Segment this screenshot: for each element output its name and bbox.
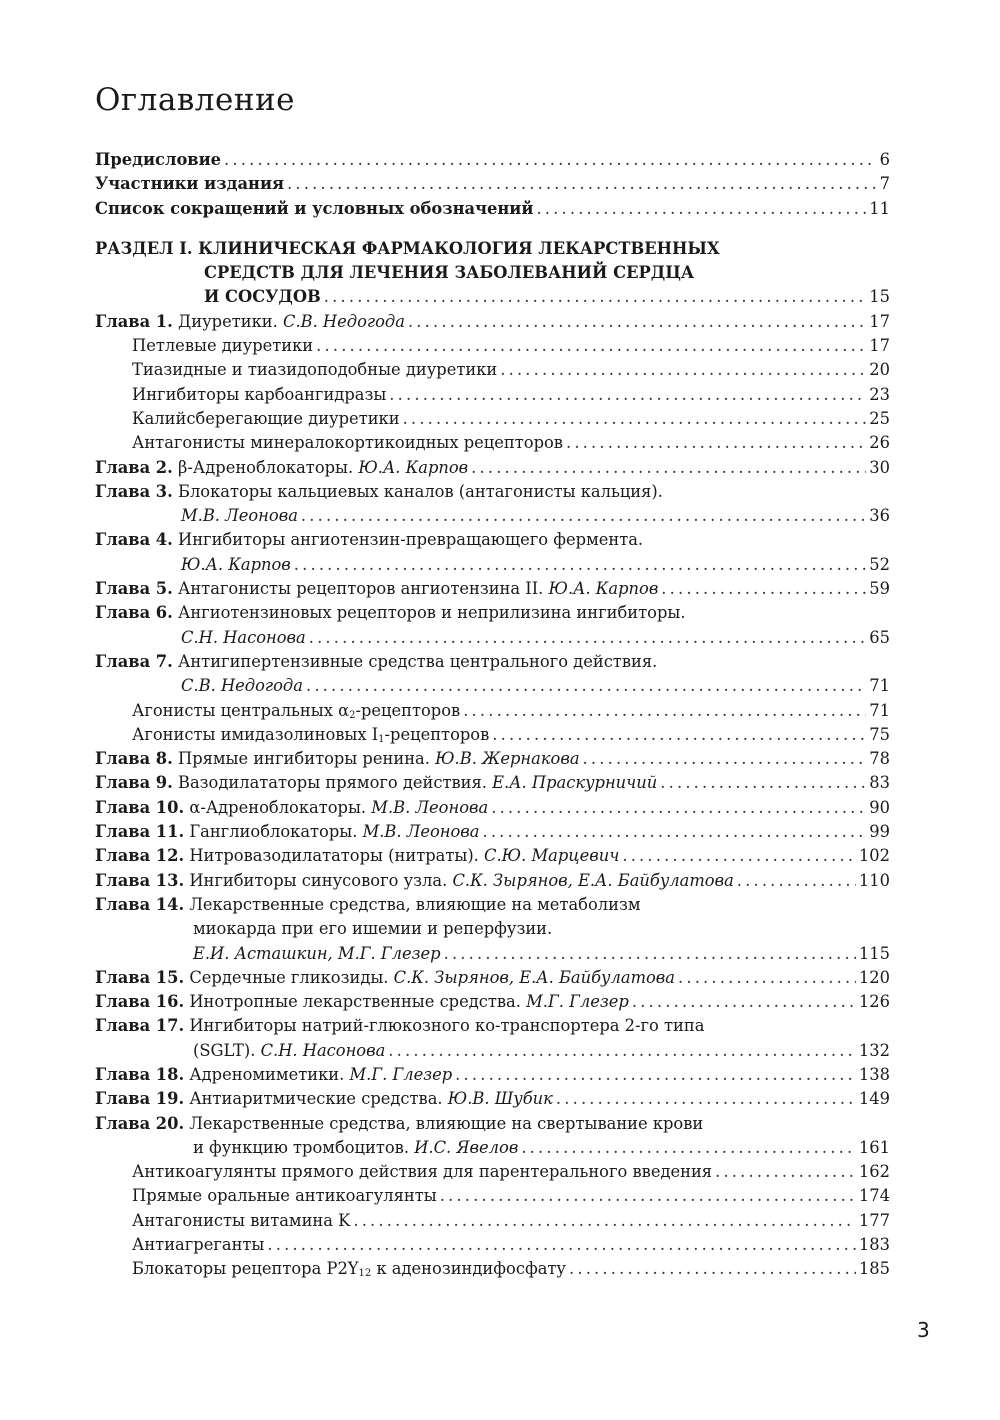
dot-leader bbox=[569, 1257, 856, 1281]
chapter-number: Глава 2. bbox=[95, 457, 173, 477]
dot-leader bbox=[444, 942, 856, 966]
toc-entry-label: Участники издания bbox=[95, 174, 285, 194]
chapter-author: Ю.А. Карпов bbox=[548, 579, 659, 599]
toc-subentry[interactable] bbox=[95, 699, 890, 723]
chapter-title: Лекарственные средства, влияющие на метаболизм bbox=[189, 894, 641, 914]
dot-leader bbox=[471, 456, 866, 480]
dot-leader bbox=[536, 197, 866, 221]
toc-entry-continuation[interactable] bbox=[95, 1039, 890, 1063]
chapter-number: Глава 19. bbox=[95, 1089, 185, 1109]
chapter-author: М.Г. Глезер bbox=[526, 992, 629, 1012]
toc-subentry[interactable] bbox=[95, 1233, 890, 1257]
toc-entry-chapter-12[interactable] bbox=[95, 844, 890, 868]
chapter-number: Глава 6. bbox=[95, 603, 173, 623]
toc-subentry[interactable] bbox=[95, 334, 890, 358]
dot-leader bbox=[632, 990, 856, 1014]
toc-page-number: 177 bbox=[858, 1210, 890, 1230]
toc-subentry[interactable] bbox=[95, 1209, 890, 1233]
dot-leader bbox=[408, 310, 866, 334]
dot-leader bbox=[678, 966, 856, 990]
toc-entry-section-1[interactable] bbox=[95, 285, 890, 309]
toc-page-number: 83 bbox=[869, 773, 890, 793]
chapter-number: Глава 3. bbox=[95, 481, 173, 501]
toc-entry-preface[interactable] bbox=[95, 148, 890, 172]
chapter-number: Глава 10. bbox=[95, 797, 185, 817]
toc-entry-continuation[interactable] bbox=[95, 942, 890, 966]
dot-leader bbox=[440, 1184, 856, 1208]
chapter-number: Глава 11. bbox=[95, 822, 185, 842]
dot-leader bbox=[737, 869, 856, 893]
toc-subentry[interactable] bbox=[95, 1184, 890, 1208]
dot-leader bbox=[306, 674, 866, 698]
chapter-number: Глава 13. bbox=[95, 870, 185, 890]
chapter-author: Е.А. Праскурничий bbox=[492, 773, 658, 793]
dot-leader bbox=[556, 1087, 856, 1111]
toc-page-number: 52 bbox=[869, 554, 890, 574]
toc-page-number: 25 bbox=[869, 408, 890, 428]
toc-entry-chapter-17[interactable] bbox=[95, 1014, 890, 1038]
chapter-title: Антиаритмические средства. bbox=[189, 1089, 443, 1109]
chapter-number: Глава 15. bbox=[95, 967, 185, 987]
toc-page-number: 6 bbox=[879, 150, 890, 169]
toc-subentry[interactable] bbox=[95, 723, 890, 747]
toc-page-number: 30 bbox=[869, 457, 890, 477]
toc-entry-chapter-4[interactable] bbox=[95, 528, 890, 552]
dot-leader bbox=[301, 504, 866, 528]
dot-leader bbox=[492, 723, 866, 747]
toc-page-number: 59 bbox=[869, 579, 890, 599]
toc-entry-label: Агонисты имидазолиновых $I_1$-рецепторов bbox=[132, 724, 490, 745]
chapter-title: Блокаторы кальциевых каналов (антагонисты кальция). bbox=[178, 481, 663, 501]
toc-subentry[interactable] bbox=[95, 358, 890, 382]
chapter-title: и функцию тромбоцитов. bbox=[193, 1137, 410, 1157]
dot-leader bbox=[403, 407, 867, 431]
chapter-author: М.Г. Глезер bbox=[349, 1064, 453, 1084]
toc-page-number: 75 bbox=[869, 724, 890, 744]
dot-leader bbox=[294, 553, 867, 577]
dot-leader bbox=[491, 796, 866, 820]
chapter-number: Глава 8. bbox=[95, 749, 173, 769]
chapter-number: Глава 20. bbox=[95, 1113, 185, 1133]
toc-entry-continuation bbox=[95, 917, 890, 941]
dot-leader bbox=[267, 1233, 856, 1257]
dot-leader bbox=[463, 699, 866, 723]
chapter-author: Ю.В. Жернакова bbox=[435, 749, 580, 769]
chapter-title: Нитровазодилататоры (нитраты). bbox=[189, 846, 479, 866]
toc-page-number: 17 bbox=[869, 336, 890, 356]
toc-page-number: 71 bbox=[869, 676, 890, 696]
toc-entry-chapter-15[interactable] bbox=[95, 966, 890, 990]
toc-entry-chapter-18[interactable] bbox=[95, 1063, 890, 1087]
toc-entry-label: Антагонисты витамина K bbox=[132, 1210, 351, 1230]
toc-entry-label: Ингибиторы карбоангидразы bbox=[132, 384, 387, 404]
chapter-number: Глава 4. bbox=[95, 530, 173, 550]
toc-page-number: 115 bbox=[858, 943, 890, 963]
table-of-contents bbox=[95, 148, 890, 1282]
toc-entry-continuation[interactable] bbox=[95, 674, 890, 698]
toc-entry-chapter-3[interactable] bbox=[95, 480, 890, 504]
chapter-title: Прямые ингибиторы ренина. bbox=[178, 749, 430, 769]
toc-page-number: 71 bbox=[869, 700, 890, 720]
toc-page-number: 161 bbox=[858, 1137, 890, 1157]
chapter-number: Глава 12. bbox=[95, 846, 185, 866]
toc-subentry[interactable] bbox=[95, 383, 890, 407]
chapter-title: Адреномиметики. bbox=[189, 1064, 345, 1084]
toc-page-number: 183 bbox=[858, 1235, 890, 1255]
chapter-title: (SGLT). bbox=[193, 1040, 256, 1060]
chapter-author: С.К. Зырянов, Е.А. Байбулатова bbox=[452, 870, 734, 890]
toc-entry-chapter-9[interactable] bbox=[95, 771, 890, 795]
chapter-title: Ангиотензиновых рецепторов и неприлизина ингибиторы. bbox=[178, 603, 686, 623]
toc-entry-contributors[interactable] bbox=[95, 172, 890, 196]
section-heading-line: И СОСУДОВ bbox=[204, 287, 321, 307]
toc-page-number: 36 bbox=[869, 506, 890, 526]
toc-entry-label: Список сокращений и условных обозначений bbox=[95, 198, 534, 218]
chapter-number: Глава 1. bbox=[95, 311, 173, 331]
chapter-number: Глава 16. bbox=[95, 992, 185, 1012]
chapter-number: Глава 17. bbox=[95, 1016, 185, 1036]
toc-page-number: 78 bbox=[869, 749, 890, 769]
toc-page-number: 15 bbox=[869, 287, 890, 307]
toc-entry-chapter-13[interactable] bbox=[95, 869, 890, 893]
chapter-title: Лекарственные средства, влияющие на свертывание крови bbox=[189, 1113, 704, 1133]
dot-leader bbox=[566, 431, 866, 455]
dot-leader bbox=[583, 747, 867, 771]
dot-leader bbox=[661, 577, 866, 601]
toc-entry-chapter-5[interactable] bbox=[95, 577, 890, 601]
toc-page-number: 90 bbox=[869, 797, 890, 817]
toc-page-number: 162 bbox=[858, 1162, 890, 1182]
toc-subentry[interactable] bbox=[95, 407, 890, 431]
toc-page-number: 17 bbox=[869, 311, 890, 331]
toc-entry-chapter-7[interactable] bbox=[95, 650, 890, 674]
toc-page-number: 132 bbox=[858, 1040, 890, 1060]
chapter-title: Ингибиторы синусового узла. bbox=[189, 870, 448, 890]
toc-entry-label: Предисловие bbox=[95, 150, 222, 169]
dot-leader bbox=[660, 771, 866, 795]
chapter-author: С.В. Недогода bbox=[282, 311, 405, 331]
chapter-title: Антигипертензивные средства центрального действия. bbox=[178, 651, 658, 671]
toc-entry-continuation[interactable] bbox=[95, 626, 890, 650]
toc-entry-label: Антикоагулянты прямого действия для парентерального введения bbox=[132, 1162, 713, 1182]
chapter-author: М.В. Леонова bbox=[362, 822, 480, 842]
toc-page-number: 20 bbox=[869, 360, 890, 380]
toc-page-number: 23 bbox=[869, 384, 890, 404]
chapter-author: С.Н. Насонова bbox=[181, 627, 306, 647]
toc-entry-chapter-20[interactable] bbox=[95, 1112, 890, 1136]
chapter-number: Глава 7. bbox=[95, 651, 173, 671]
chapter-author: Ю.А. Карпов bbox=[358, 457, 469, 477]
chapter-title: Диуретики. bbox=[178, 311, 278, 331]
chapter-title: Антагонисты рецепторов ангиотензина II. bbox=[178, 579, 544, 599]
chapter-title: Ингибиторы ангиотензин-превращающего фермента. bbox=[178, 530, 644, 550]
toc-page-number: 65 bbox=[869, 627, 890, 647]
toc-entry-label: Петлевые диуретики bbox=[132, 336, 314, 356]
chapter-title: Ганглиоблокаторы. bbox=[189, 822, 358, 842]
toc-page-number: 138 bbox=[858, 1064, 890, 1084]
dot-leader bbox=[353, 1209, 856, 1233]
toc-entry-chapter-1[interactable] bbox=[95, 310, 890, 334]
toc-subentry[interactable] bbox=[95, 431, 890, 455]
dot-leader bbox=[715, 1160, 856, 1184]
toc-entry-continuation[interactable] bbox=[95, 1136, 890, 1160]
dot-leader bbox=[500, 358, 866, 382]
toc-page-number: 110 bbox=[858, 870, 890, 890]
chapter-number: Глава 18. bbox=[95, 1064, 185, 1084]
toc-entry-label: Антиагреганты bbox=[132, 1235, 265, 1255]
chapter-author: М.В. Леонова bbox=[181, 506, 298, 526]
toc-entry-label: Блокаторы рецептора $P2Y_{12}$ к аденозиндифосфату bbox=[132, 1259, 566, 1280]
toc-entry-chapter-8[interactable] bbox=[95, 747, 890, 771]
chapter-title: β-Адреноблокаторы. bbox=[178, 457, 354, 477]
section-heading-line: РАЗДЕЛ I. КЛИНИЧЕСКАЯ ФАРМАКОЛОГИЯ ЛЕКАРСТВЕННЫХ bbox=[95, 238, 720, 258]
chapter-number: Глава 14. bbox=[95, 894, 185, 914]
chapter-author: М.В. Леонова bbox=[371, 797, 489, 817]
chapter-number: Глава 9. bbox=[95, 773, 173, 793]
page-number: 3 bbox=[917, 1318, 930, 1342]
chapter-title: Ингибиторы натрий-глюкозного ко-транспортера 2-го типа bbox=[189, 1016, 705, 1036]
toc-page-number: 99 bbox=[869, 822, 890, 842]
toc-page-number: 126 bbox=[858, 992, 890, 1012]
chapter-author: С.Н. Насонова bbox=[260, 1040, 386, 1060]
toc-page-number: 7 bbox=[879, 174, 890, 194]
toc-entry-label: Агонисты центральных $\alpha_2$-рецепторов bbox=[132, 700, 461, 721]
chapter-author: Ю.В. Шубик bbox=[447, 1089, 553, 1109]
dot-leader bbox=[622, 844, 856, 868]
chapter-author: С.В. Недогода bbox=[181, 676, 303, 696]
chapter-number: Глава 5. bbox=[95, 579, 173, 599]
dot-leader bbox=[521, 1136, 856, 1160]
toc-entry-label: Тиазидные и тиазидоподобные диуретики bbox=[132, 360, 498, 380]
toc-entry-label: Калийсберегающие диуретики bbox=[132, 408, 400, 428]
toc-entry-chapter-14[interactable] bbox=[95, 893, 890, 917]
toc-page-number: 149 bbox=[858, 1089, 890, 1109]
toc-page-number: 120 bbox=[858, 967, 890, 987]
toc-entry-chapter-2[interactable] bbox=[95, 456, 890, 480]
toc-entry-chapter-10[interactable] bbox=[95, 796, 890, 820]
chapter-author: Е.И. Асташкин, М.Г. Глезер bbox=[193, 943, 441, 963]
toc-entry-continuation[interactable] bbox=[95, 553, 890, 577]
toc-entry-chapter-19[interactable] bbox=[95, 1087, 890, 1111]
chapter-title: Сердечные гликозиды. bbox=[189, 967, 389, 987]
toc-entry-chapter-11[interactable] bbox=[95, 820, 890, 844]
dot-leader bbox=[316, 334, 866, 358]
toc-entry-chapter-6[interactable] bbox=[95, 601, 890, 625]
chapter-author: И.С. Явелов bbox=[414, 1137, 519, 1157]
toc-page-number: 174 bbox=[858, 1186, 890, 1206]
page-title: Оглавление bbox=[95, 82, 295, 118]
dot-leader bbox=[324, 285, 866, 309]
toc-entry-label: Антагонисты минералокортикоидных рецепторов bbox=[132, 433, 563, 453]
chapter-author: С.К. Зырянов, Е.А. Байбулатова bbox=[393, 967, 675, 987]
toc-page-number: 102 bbox=[858, 846, 890, 866]
toc-subentry[interactable] bbox=[95, 1160, 890, 1184]
chapter-author: С.Ю. Марцевич bbox=[484, 846, 620, 866]
dot-leader bbox=[455, 1063, 856, 1087]
dot-leader bbox=[287, 172, 877, 196]
dot-leader bbox=[224, 148, 877, 172]
chapter-author: Ю.А. Карпов bbox=[181, 554, 291, 574]
toc-subentry[interactable] bbox=[95, 1257, 890, 1281]
dot-leader bbox=[389, 383, 866, 407]
dot-leader bbox=[309, 626, 867, 650]
chapter-title: миокарда при его ишемии и реперфузии. bbox=[193, 919, 553, 939]
toc-entry-abbreviations[interactable] bbox=[95, 197, 890, 221]
chapter-title: Вазодилататоры прямого действия. bbox=[178, 773, 487, 793]
toc-page-number: 26 bbox=[869, 433, 890, 453]
chapter-title: Инотропные лекарственные средства. bbox=[189, 992, 521, 1012]
toc-entry-chapter-16[interactable] bbox=[95, 990, 890, 1014]
chapter-title: α-Адреноблокаторы. bbox=[189, 797, 367, 817]
section-heading-line: СРЕДСТВ ДЛЯ ЛЕЧЕНИЯ ЗАБОЛЕВАНИЙ СЕРДЦА bbox=[204, 263, 695, 283]
dot-leader bbox=[388, 1039, 856, 1063]
toc-entry-label: Прямые оральные антикоагулянты bbox=[132, 1186, 437, 1206]
dot-leader bbox=[482, 820, 866, 844]
toc-page-number: 185 bbox=[858, 1259, 890, 1279]
toc-entry-continuation[interactable] bbox=[95, 504, 890, 528]
toc-page-number: 11 bbox=[869, 198, 890, 218]
